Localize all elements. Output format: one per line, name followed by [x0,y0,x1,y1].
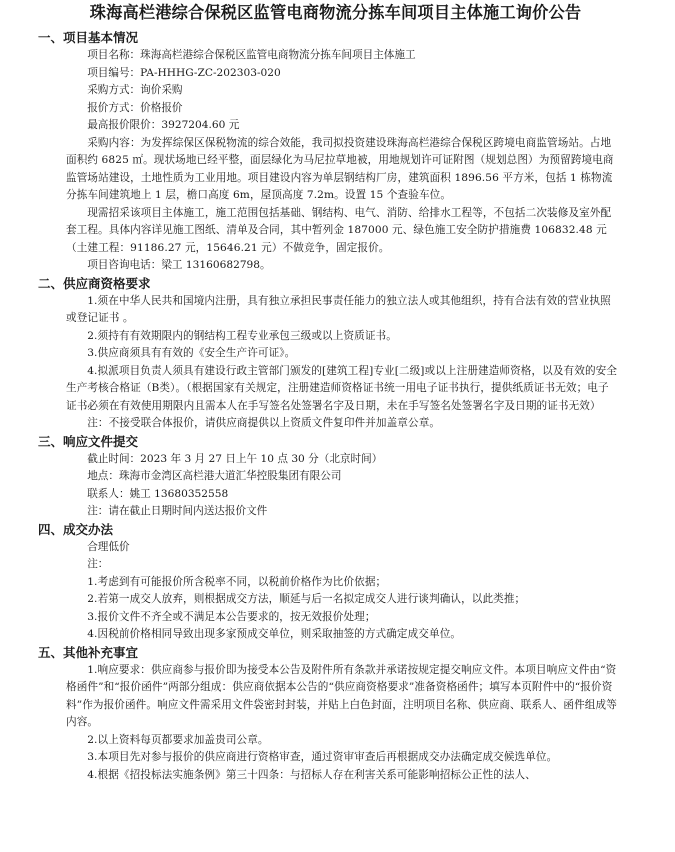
section-heading-project-info: 一、项目基本情况 [38,30,139,45]
section-award-method [38,521,619,644]
requirement-item: 4.拟派项目负责人须具有建设行政主管部门颁发的[建筑工程]专业[二级]或以上注册建造师资格，以及有效的安全生产考核合格证（B类）。（根据国家有关规定，注册建造师资格证书统一用电子证书执行，提供纸质证书无效；电子证书必须在有效使用期限内且需本人在手写签名处签署名字及日期，未在手写签名处签署名字及日期的证书无效） [66,364,618,412]
procurement-method-row [66,82,619,100]
procurement-content-paragraph: 采购内容：为发挥综保区保税物流的综合效能，我司拟投资建设珠海高栏港综合保税区跨境电商监管场站。占地面积约 6825 ㎡。现状场地已经平整，面层绿化为马尼拉草地被，用地规划许可证附图（规划总图）为预留跨境电商监管场站建设，土地性质为工业用地。项目建设内容为单层钢结构厂房，建筑面积 1896.56 平方米，包括 1 栋物流分拣车间建筑地上 1 层，檐口高度 6m，屋顶高度 7.2m。设置 15 个查验车位。 [66,136,614,201]
place-value: 珠海市金湾区高栏港大道汇华控股集团有限公司 [118,470,342,482]
section-heading-other-matters: 五、其他补充事宜 [38,644,139,660]
award-method-value: 合理低价 [87,540,130,553]
project-code-value: PA-HHHG-ZC-202303-020 [140,66,281,79]
section-submission [38,433,619,521]
quote-method-label: 报价方式： [87,101,141,114]
consult-phone-value: 梁工 13160682798。 [161,259,271,271]
award-note-label: 注： [87,558,109,570]
other-matter-item: 4.根据《招投标法实施条例》第三十四条：与招标人存在利害关系可能影响招标公正性的法人、 [87,768,536,781]
project-code-label: 项目编号： [87,66,141,79]
submission-note-label: 注： [87,505,109,517]
procurement-method-value: 询价采购 [140,84,183,96]
max-price-row [66,117,619,135]
requirement-item: 2.须持有有效期限内的钢结构工程专业承包三级或以上资质证书。 [87,329,397,342]
max-price-value: 3927204.60 元 [161,119,240,131]
submission-note-row [66,503,619,521]
contact-label: 联系人： [87,487,130,500]
consult-phone-label: 项目咨询电话： [87,259,162,271]
consult-phone-row [66,257,619,275]
submission-note-value: 请在截止日期时间内送达报价文件 [108,505,268,517]
section-heading-award-method: 四、成交办法 [38,521,114,537]
award-rule-item: 4.因税前价格相同导致出现多家预成交单位，则采取抽签的方式确定成交单位。 [87,628,462,640]
requirement-note: 注：不接受联合体报价，请供应商提供以上资质文件复印件并加盖章公章。 [87,417,441,429]
other-matter-item: 3.本项目先对参与报价的供应商进行资格审查，通过资审审查后再根据成交办法确定成交候选单位。 [87,751,558,763]
other-matter-item: 1.响应要求：供应商参与报价即为接受本公告及附件所有条款并承诺按规定提交响应文件。本项目响应文件由“资格函件”和“报价函件”两部分组成：供应商依据本公告的“供应商资格要求”准备资格函件；填写本页附件中的“报价资料”作为报价函件。响应文件需采用文件袋密封封装，并贴上白色封面，注明项目名称、供应商、联系人、函件组成等内容。 [66,663,617,728]
project-name-value: 珠海高栏港综合保税区监管电商物流分拣车间项目主体施工 [140,49,416,61]
section-other-matters [38,644,619,785]
project-code-row [66,65,619,83]
place-label: 地点： [87,470,119,482]
award-rule-item: 3.报价文件不齐全或不满足本公告要求的，按无效报价处理； [87,610,376,623]
award-rule-item: 2.若第一成交人放弃，则根据成交方法，顺延与后一名拟定成交人进行谈判确认，以此类推； [87,593,526,605]
quote-method-value: 价格报价 [140,101,183,114]
document-title: 珠海高栏港综合保税区监管电商物流分拣车间项目主体施工询价公告 [89,3,582,22]
contact-value: 姚工 13680352558 [129,487,229,500]
section-supplier-requirements [38,275,619,433]
procurement-method-label: 采购方式： [87,84,141,96]
other-matter-item: 2.以上资料每页都要求加盖贵司公章。 [87,733,269,746]
contact-row [66,486,619,504]
quote-method-row [66,100,619,118]
requirement-item: 1.须在中华人民共和国境内注册，具有独立承担民事责任能力的独立法人或其他组织，持有合法有效的营业执照或登记证书 。 [66,294,611,324]
award-rule-item: 1.考虑到有可能报价所含税率不同，以税前价格作为比价依据； [87,575,387,588]
deadline-row [66,451,619,469]
section-heading-supplier-requirements: 二、供应商资格要求 [38,275,151,291]
max-price-label: 最高报价限价： [87,119,162,131]
project-name-label: 项目名称： [87,49,141,61]
requirement-item: 3.供应商须具有有效的《安全生产许可证》。 [87,347,296,359]
project-name-row [66,47,619,65]
place-row [66,468,619,486]
deadline-label: 截止时间： [87,452,141,465]
deadline-value: 2023 年 3 月 27 日上午 10 点 30 分（北京时间） [140,452,383,465]
construction-scope-paragraph: 现需招采该项目主体施工，施工范围包括基础、钢结构、电气、消防、给排水工程等，不包括二次装修及室外配套工程。具体内容详见施工图纸、清单及合同，其中暂列金 187000 元、绿色施工安全防护措施费 106832.48 元（土建工程：91186.27 元，15646.21 元）不做竞争，固定报价。 [66,206,612,254]
section-project-info [38,29,619,275]
section-heading-submission: 三、响应文件提交 [38,433,139,449]
